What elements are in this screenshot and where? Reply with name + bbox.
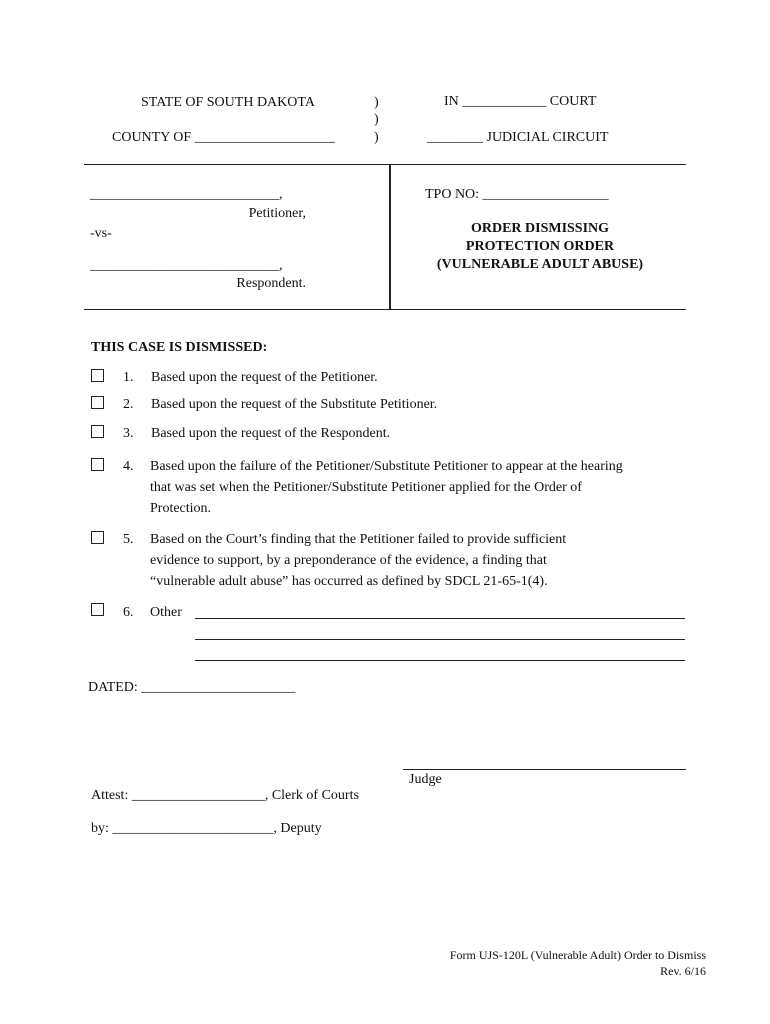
- option-text: Based on the Court’s finding that the Petitioner failed to provide sufficient: [150, 532, 567, 547]
- other-reason-line[interactable]: [195, 639, 685, 640]
- judicial-circuit-label: ________ JUDICIAL CIRCUIT: [427, 130, 609, 145]
- revision-date: Rev. 6/16: [660, 964, 706, 978]
- option-text: Based upon the request of the Petitioner.: [151, 370, 378, 385]
- option-text: evidence to support, by a preponderance of the evidence, a finding that: [150, 553, 547, 568]
- option-text: Based upon the failure of the Petitioner/Substitute Petitioner to appear at the hearing: [150, 459, 623, 474]
- dated-line: DATED: ______________________: [88, 680, 296, 695]
- caption-paren: ): [374, 95, 379, 110]
- checkbox[interactable]: [91, 369, 104, 382]
- option-text: that was set when the Petitioner/Substitute Petitioner applied for the Order of: [150, 480, 582, 495]
- option-text: “vulnerable adult abuse” has occurred as defined by SDCL 21-65-1(4).: [150, 574, 548, 589]
- judge-label: Judge: [409, 772, 442, 787]
- caption-paren: ): [374, 130, 379, 145]
- option-number: 2.: [123, 397, 134, 412]
- checkbox[interactable]: [91, 425, 104, 438]
- option-text: Other: [150, 605, 182, 620]
- petitioner-label: Petitioner,: [248, 206, 306, 221]
- option-number: 1.: [123, 370, 134, 385]
- petitioner-name-line: ___________________________,: [90, 187, 283, 202]
- checkbox[interactable]: [91, 603, 104, 616]
- checkbox[interactable]: [91, 531, 104, 544]
- order-title: (VULNERABLE ADULT ABUSE): [436, 257, 644, 272]
- respondent-name-line: ___________________________,: [90, 258, 283, 273]
- state-label: STATE OF SOUTH DAKOTA: [141, 95, 315, 110]
- option-number: 4.: [123, 459, 134, 474]
- versus-label: -vs-: [90, 226, 112, 241]
- respondent-label: Respondent.: [236, 276, 306, 291]
- order-title: ORDER DISMISSING: [470, 221, 610, 236]
- checkbox[interactable]: [91, 458, 104, 471]
- option-number: 5.: [123, 532, 134, 547]
- option-text: Protection.: [150, 501, 212, 516]
- option-number: 6.: [123, 605, 134, 620]
- county-label: COUNTY OF ____________________: [112, 130, 335, 145]
- attest-line: Attest: ___________________, Clerk of Courts: [91, 788, 359, 803]
- caption-paren: ): [374, 112, 379, 127]
- caption-top-rule: [84, 164, 686, 165]
- order-title: PROTECTION ORDER: [465, 239, 615, 254]
- dismissal-heading: THIS CASE IS DISMISSED:: [91, 340, 268, 355]
- other-reason-line[interactable]: [195, 618, 685, 619]
- caption-bottom-rule: [84, 309, 686, 310]
- court-label: IN ____________ COURT: [444, 94, 597, 109]
- tpo-number-label: TPO NO: __________________: [425, 187, 609, 202]
- option-number: 3.: [123, 426, 134, 441]
- judge-signature-line: [403, 769, 686, 770]
- checkbox[interactable]: [91, 396, 104, 409]
- deputy-line: by: _______________________, Deputy: [91, 821, 322, 836]
- other-reason-line[interactable]: [195, 660, 685, 661]
- form-number: Form UJS-120L (Vulnerable Adult) Order to Dismiss: [449, 948, 706, 962]
- caption-divider: [389, 165, 391, 310]
- option-text: Based upon the request of the Substitute Petitioner.: [151, 397, 438, 412]
- option-text: Based upon the request of the Respondent.: [151, 426, 391, 441]
